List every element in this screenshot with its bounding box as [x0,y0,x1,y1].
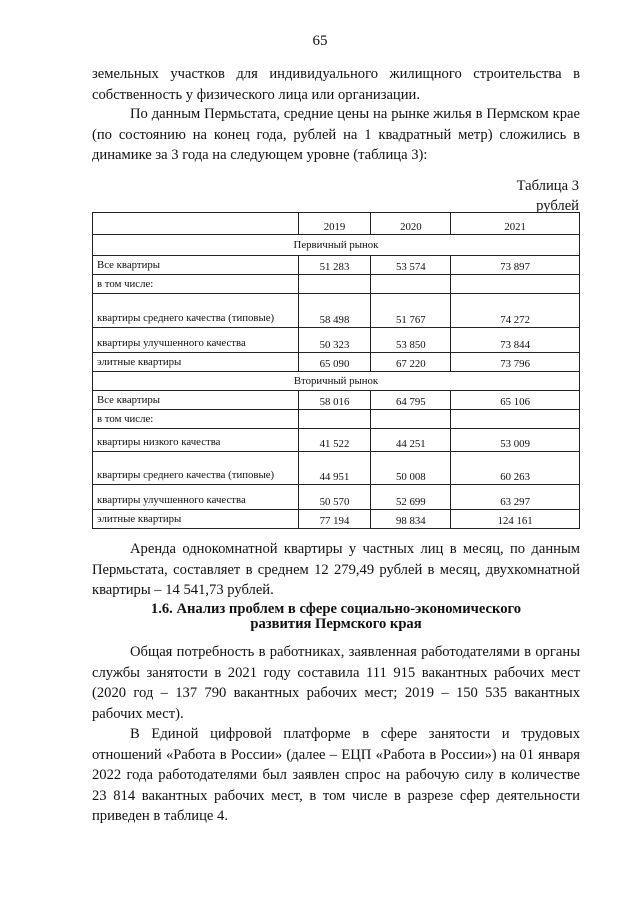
cell-value [371,275,451,294]
table-row [93,391,580,410]
cell-value: 58 498 [298,294,371,328]
housing-prices-table [92,212,580,529]
row-label: квартиры улучшенного качества [93,328,299,353]
primary-market-header: Первичный рынок [93,235,580,256]
demand-paragraph: Общая потребность в работниках, заявленная работодателями в органы службы занятости в 2021 году составила 111 915 вакантных рабочих мест (2020 год – 137 790 вакантных рабочих мест; 2019 – 150 535 вакантных рабочих мест). [92,644,580,722]
cell-value [298,275,371,294]
cell-value: 52 699 [371,485,451,510]
cell-value: 58 016 [298,391,371,410]
table-row [93,256,580,275]
row-label: элитные квартиры [93,510,299,529]
cell-value: 51 283 [298,256,371,275]
row-label: Все квартиры [93,391,299,410]
year-header: 2019 [298,213,371,235]
rent-paragraph: Аренда однокомнатной квартиры у частных лиц в месяц, по данным Пермьстата, составляет в среднем 12 279,49 рублей в месяц, двухкомнатной квартиры – 14 541,73 рублей. [92,541,580,598]
cell-value: 65 106 [451,391,580,410]
cell-value: 50 570 [298,485,371,510]
cell-value: 124 161 [451,510,580,529]
cell-value: 44 251 [371,429,451,452]
table-row [93,429,580,452]
cell-value: 67 220 [371,353,451,372]
cell-value: 65 090 [298,353,371,372]
row-label: в том числе: [93,410,299,429]
section-heading-line1: 1.6. Анализ проблем в сфере социально-экономического [150,601,522,617]
cell-value: 53 850 [371,328,451,353]
cell-value: 53 574 [371,256,451,275]
row-label: элитные квартиры [93,353,299,372]
table-row [93,485,580,510]
table-row [93,510,580,529]
cell-value: 41 522 [298,429,371,452]
cell-value: 77 194 [298,510,371,529]
secondary-market-header: Вторичный рынок [93,372,580,391]
section-row [93,372,580,391]
cell-value: 63 297 [451,485,580,510]
table-row [93,452,580,485]
row-label: в том числе: [93,275,299,294]
table-row [93,353,580,372]
page-number: 65 [312,33,328,49]
table-row [93,275,580,294]
cell-value: 73 796 [451,353,580,372]
cell-value [371,410,451,429]
table-unit: рублей [536,198,579,214]
cell-value: 64 795 [371,391,451,410]
table-caption: Таблица 3 [516,178,579,194]
year-header: 2021 [451,213,580,235]
cell-value: 73 844 [451,328,580,353]
cell-value: 50 008 [371,452,451,485]
cell-value: 53 009 [451,429,580,452]
row-label: квартиры улучшенного качества [93,485,299,510]
cell-value: 51 767 [371,294,451,328]
prices-paragraph: По данным Пермьстата, средние цены на рынке жилья в Пермском крае (по состоянию на конец года, рублей на 1 квадратный метр) сложились в динамике за 3 года на следующем уровне (таблица 3): [92,106,580,163]
platform-paragraph: В Единой цифровой платформе в сфере занятости и трудовых отношений «Работа в России» (далее – ЕЦП «Работа в России») на 01 января 2022 года работодателями был заявлен спрос на рабочую силу в количестве 23 814 вакантных рабочих мест, в том числе в разрезе сфер деятельности приведен в таблице 4. [92,726,580,824]
cell-value: 74 272 [451,294,580,328]
section-heading-line2: развития Пермского края [250,616,422,632]
table-row [93,328,580,353]
section-row [93,235,580,256]
row-label: Все квартиры [93,256,299,275]
cell-value [451,275,580,294]
cell-value: 60 263 [451,452,580,485]
cell-value: 98 834 [371,510,451,529]
row-label: квартиры низкого качества [93,429,299,452]
section-heading [92,602,580,632]
table-header-row [93,213,580,235]
row-label: квартиры среднего качества (типовые) [93,452,299,485]
year-header: 2020 [371,213,451,235]
cell-value: 44 951 [298,452,371,485]
row-label: квартиры среднего качества (типовые) [93,294,299,328]
cell-value: 73 897 [451,256,580,275]
cell-value [451,410,580,429]
cell-value: 50 323 [298,328,371,353]
cell-value [298,410,371,429]
header-empty-cell [93,213,299,235]
table-caption-block [517,176,579,216]
intro-paragraph: земельных участков для индивидуального жилищного строительства в собственность у физического лица или организации. [92,66,580,103]
table-row [93,294,580,328]
table-row [93,410,580,429]
